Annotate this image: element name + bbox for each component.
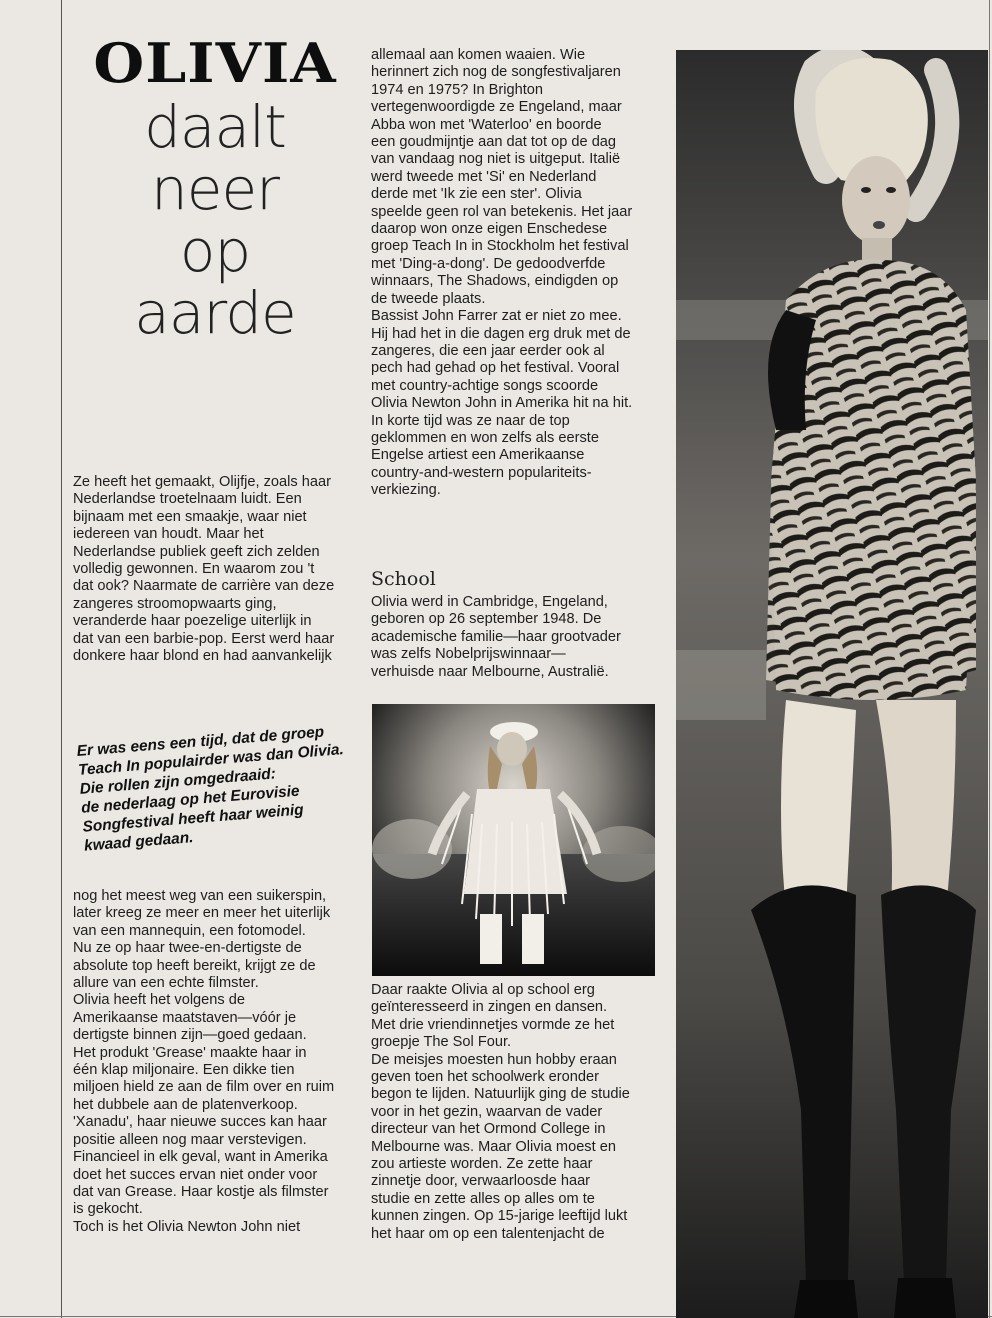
headline-title: OLIVIA <box>93 31 337 95</box>
headline-subtitle-line: aarde <box>134 279 296 347</box>
pull-quote: Er was eens een tijd, dat de groep Teach In populairder was dan Olivia. Die rollen zijn omgedraaid: de nederlaag op het Eurovisie Songfestival heeft haar weinig kwaad gedaan. <box>76 723 345 855</box>
stage-performance-photo <box>372 704 655 976</box>
column1-continued-text: nog het meest weg van een suikerspin, later kreeg ze meer en meer het uiterlijk van een mannequin, een fotomodel. Nu ze op haar twee-en-dertigste de absolute top heeft bereikt, krijgt ze de allure van een echte filmster. Olivia heeft het volgens de Amerikaanse maatstaven—vóór je dertigste binnen zijn—goed gedaan. Het produkt 'Grease' maakte haar in één klap miljonaire. Een dikke tien miljoen hield ze aan de film over en ruim het dubbele aan de platenverkoop. 'Xanadu', haar nieuwe succes kan haar positie alleen nog maar verstevigen. Financieel in elk geval, want in Amerika doet het succes ervan niet onder voor dat van Grease. Haar kostje als filmster is gekocht. Toch is het Olivia Newton John niet <box>73 888 335 1235</box>
headline-subtitle-line: op <box>179 217 251 285</box>
section-subhead: School <box>371 568 436 590</box>
column1-intro-text: Ze heeft het gemaakt, Olijfje, zoals haar Nederlandse troetelnaam luidt. Een bijnaam met een smaakje, waar niet iedereen van houdt. Maar het Nederlandse publiek geeft zich zelden volledig gewonnen. En waarom zou 't dat ook? Naarmate de carrière van deze zangeres stroomopwaarts ging, veranderde haar poezelige uiterlijk in dat van een barbie-pop. Eerst werd haar donkere haar blond en had aanvankelijk <box>73 474 335 665</box>
headline-subtitle-line: neer <box>151 155 279 223</box>
column2-bottom-text: Daar raakte Olivia al op school erg geïnteresseerd in zingen en dansen. Met drie vriendinnetjes vormde ze het groepje The Sol Four. De meisjes moesten hun hobby eraan geven toen het schoolwerk eronder begon te lijden. Natuurlijk ging de studie voor in het gezin, waarvan de vader directeur van het Ormond College in Melbourne was. Maar Olivia moest en zou artieste worden. Ze zette haar zinnetje door, verwaarloosde haar studie en zette alles op alles om te kunnen zingen. Op 15-jarige leeftijd lukt het haar om op een talentenjacht de <box>371 982 630 1242</box>
headline-subtitle <box>70 93 360 347</box>
article-headline <box>70 31 360 347</box>
left-margin-rule <box>61 0 62 1318</box>
tiger-costume-illustration <box>676 50 988 1318</box>
headline-subtitle-line: daalt <box>144 93 286 161</box>
column2-school-text: Olivia werd in Cambridge, Engeland, geboren op 26 september 1948. De academische familie—haar grootvader was zelfs Nobelprijswinnaar— verhuisde naar Melbourne, Australië. <box>371 594 621 680</box>
right-edge-rule <box>989 0 990 1318</box>
column2-top-text: allemaal aan komen waaien. Wie herinnert zich nog de songfestivaljaren 1974 en 1975? In Brighton vertegenwoordigde ze Engeland, maar Abba won met 'Waterloo' en boorde een goudmijntje aan dat tot op de dag van vandaag nog niet is uitgeput. Italië werd tweede met 'Si' en Nederland derde met 'Ik zie een ster'. Olivia speelde geen rol van betekenis. Het jaar daarop won onze eigen Enschedese groep Teach In in Stockholm het festival met 'Ding-a-dong'. De gedoodverfde winnaars, The Shadows, eindigden op de tweede plaats. Bassist John Farrer zat er niet zo mee. Hij had het in die dagen erg druk met de zangeres, die een jaar eerder ook al pech had gehad op het festival. Vooral met country-achtige songs scoorde Olivia Newton John in Amerika hit na hit. In korte tijd was ze naar de top geklommen en won zelfs als eerste Engelse artiest een Amerikaanse country-and-western populariteits- verkiezing. <box>371 47 633 499</box>
stage-performance-illustration <box>372 704 655 976</box>
tiger-costume-photo <box>676 50 988 1318</box>
